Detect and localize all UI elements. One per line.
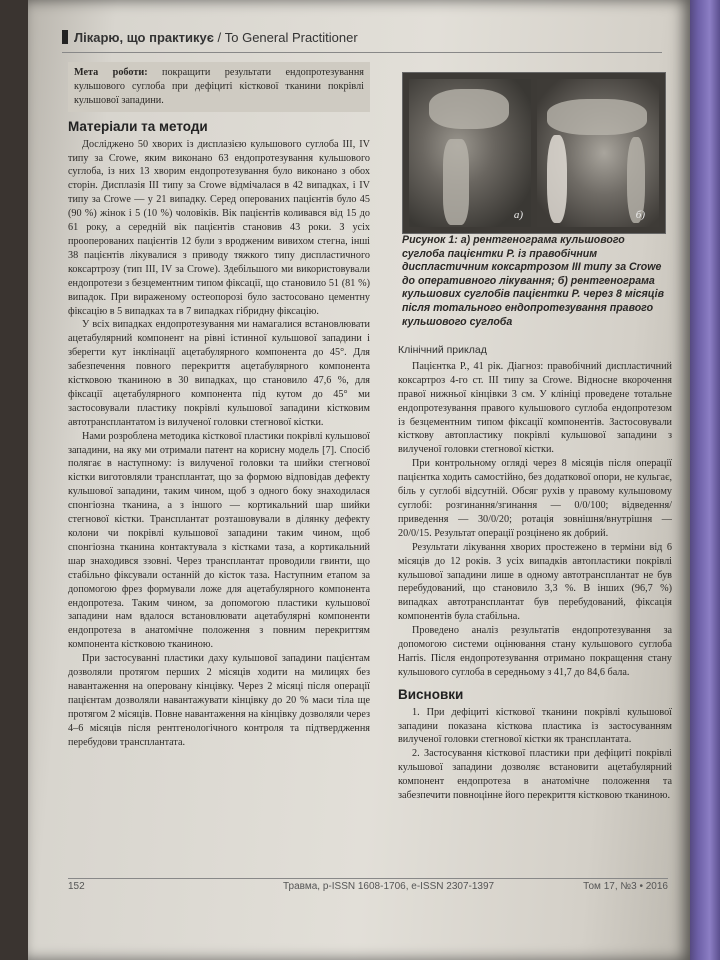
- methods-heading: Матеріали та методи: [68, 118, 208, 134]
- running-header: [62, 30, 662, 53]
- aim-label: Мета роботи:: [74, 67, 148, 78]
- volume-info: Том 17, №3 • 2016: [583, 881, 668, 892]
- header-bar-icon: [62, 30, 68, 44]
- xray-image-a: [409, 79, 531, 227]
- results-paragraph: Результати лікування хворих простежено в терміни від 6 місяців до 12 років. З усіх випадків автопластики покрівлі кульшової западини лише в одному автотрансплантат не був перебудований, що становило 3,3 %. В інших (96,7 %) випадках автотрансплантат був перебудований, фіксація компонентів була стабільна.: [398, 541, 672, 623]
- conclusions-heading: Висновки: [398, 686, 464, 702]
- page-footer: [68, 878, 668, 895]
- xray-label-b: б): [635, 209, 645, 221]
- methods-paragraph-1: Досліджено 50 хворих із дисплазією кульшового суглоба III, IV типу за Crowe, яким виконано 63 ендопротезування кульшового суглоба, із них 13 хворим ендопротезування було виконано з обох сторін. Дисплазія III типу за Crowe відмічалася в 42 випадках, і IV типу за Crowe — у 21 випадку. Серед оперованих пацієнтів було 45 (90 %) жінок і 5 (10 %) чоловіків. Вік пацієнтів коливався від 15 до 61 року, а середній вік пацієнтів становив 43 роки. З усіх прооперованих пацієнтів 12 були з вродженим вивихом стегна, інші 38 пацієнтів лікувалися з приводу тяжкого типу диспластичного коксартрозу (тип III, IV за Crowe). Здебільшого ми використовували ендопротези з безцементним типом фіксації, що становило 51 (81 %) випадок. При вираженому остеопорозі було застосовано цементну фіксацію в 5 випадках та в 7 випадках гібридну фіксацію.: [68, 138, 370, 317]
- harris-paragraph: Проведено аналіз результатів ендопротезування за допомогою системи оцінювання стану кульшового суглоба Harris. Після ендопротезування отримано покращення стану кульшового суглоба в середньому з 41,7 до 84,6 бала.: [398, 625, 672, 678]
- page-number: 152: [68, 881, 85, 892]
- aim-block: [68, 62, 370, 112]
- binder-edge: [686, 0, 720, 960]
- xray-figure: [402, 72, 666, 234]
- methods-paragraph-3: Нами розроблена методика кісткової пластики покрівлі кульшової западини, на яку ми отримали патент на корисну модель [7]. Спосіб полягає в наступному: із вилученої головки та шийки стегнової кістки виготовляли трансплантат, що за формою відповідав дефекту кульшової западини, таким чином, щоб з одного боку знаходилася спонгіозна тканина, а з іншого — кортикальний шар шийки стегнової кістки. Трансплантат розташовували в ділянку дефекту колони чи покрівлі кульшової западини таким чином, щоб спонгіозна тканина контактувала з кістками таза, а кортикальний шар знаходився ззовні. Через трансплантат проводили гвинти, що стабільно фіксували останній до кісток таза. Наступним етапом за допомогою фрез формували ложе для ацетабулярного компонента ендопротеза. Таким чином, за допомогою пластики кульшової западини нам вдалося встановлювати ацетабулярні компоненти ендопротеза в анатомічне положення з повним перекриттям компонента кістковою тканиною.: [68, 430, 370, 651]
- methods-paragraph-2: У всіх випадках ендопротезування ми намагалися встановлювати ацетабулярний компонент на рівні істинної кульшової западини і зберегти кут інклінації ацетабулярного компонента до 45°. Для забезпечення повного перекриття ацетабулярного компонента кістковою тканиною в 30 випадках, що становило 47,6 %, для фіксації ацетабулярного компонента під кутом до 45° ми застосовували пластику покрівлі кульшової западини кістковим автотрансплантатом із вилученої головки стегнової кістки.: [68, 319, 370, 428]
- journal-page: [28, 0, 690, 960]
- case-paragraph-1: Пацієнтка Р., 41 рік. Діагноз: правобічний диспластичний коксартроз 4-го ст. III типу за Crowe. Відносне вкорочення правої нижньої кінцівки 3 см. У клініці проведене тотальне ендопротезування правого кульшового суглоба ендопротезом із безцементним типом фіксації компонентів. Застосовували кісткову автопластику покрівлі кульшової западини з вилученої головки стегнової кістки.: [398, 360, 672, 456]
- figure-caption: Рисунок 1: а) рентгенограма кульшового суглоба пацієнтки Р. із правобічним диспластичним коксартрозом III типу за Crowe до оперативного лікування; б) рентгенограма кульшових суглобів пацієнтки Р. через 8 місяців після тотального ендопротезування правого кульшового суглоба: [402, 234, 664, 328]
- methods-paragraph-4: При застосуванні пластики даху кульшової западини пацієнтам дозволяли протягом перших 2 місяців ходити на милицях без навантаження на оперовану кінцівку. Через 2 місяці після операції пацієнтам дозволяли навантажувати кінцівку до 20 % маси тіла ще протягом 2 місяців. Повне навантаження на кінцівку дозволяли через 4–6 місяців після рентгенологічного контроля та підтвердження перебудови трансплантата.: [68, 653, 370, 748]
- conclusion-1: 1. При дефіциті кісткової тканини покрівлі кульшової западини показана кісткова пластика із застосуванням вилученої головки стегнової кістки як трансплантата.: [398, 706, 672, 746]
- left-column: [68, 62, 370, 750]
- xray-label-a: а): [513, 209, 523, 221]
- conclusion-2: 2. Застосування кісткової пластики при дефіциті покрівлі кульшової западини дозволяє встановити ацетабулярний компонент ендопротеза в анатомічне положення та забезпечити повноцінне його перекриття кістковою тканиною.: [398, 748, 672, 802]
- journal-info: Травма, p-ISSN 1608-1706, e-ISSN 2307-1397: [283, 881, 495, 892]
- aim-text: покращити результати ендопротезування кульшового суглоба при дефіциті кісткової тканини покрівлі кульшової западини.: [74, 67, 364, 106]
- xray-image-b: [537, 79, 659, 227]
- case-heading: Клінічний приклад: [398, 344, 487, 356]
- section-title: Лікарю, що практикує: [74, 30, 214, 45]
- section-subtitle: / To General Practitioner: [217, 30, 358, 45]
- right-column: [398, 340, 672, 803]
- case-paragraph-2: При контрольному огляді через 8 місяців після операції пацієнтка ходить самостійно, без додаткової опори, не кульгає, біль у суглобі відсутній. Обсяг рухів у правому кульшовому суглобі: розгинання/згинання — 0/0/100; відведення/приведення — 30/0/20; ротація зовнішня/внутрішня — 20/0/15. Результат операції розцінено як добрий.: [398, 458, 672, 539]
